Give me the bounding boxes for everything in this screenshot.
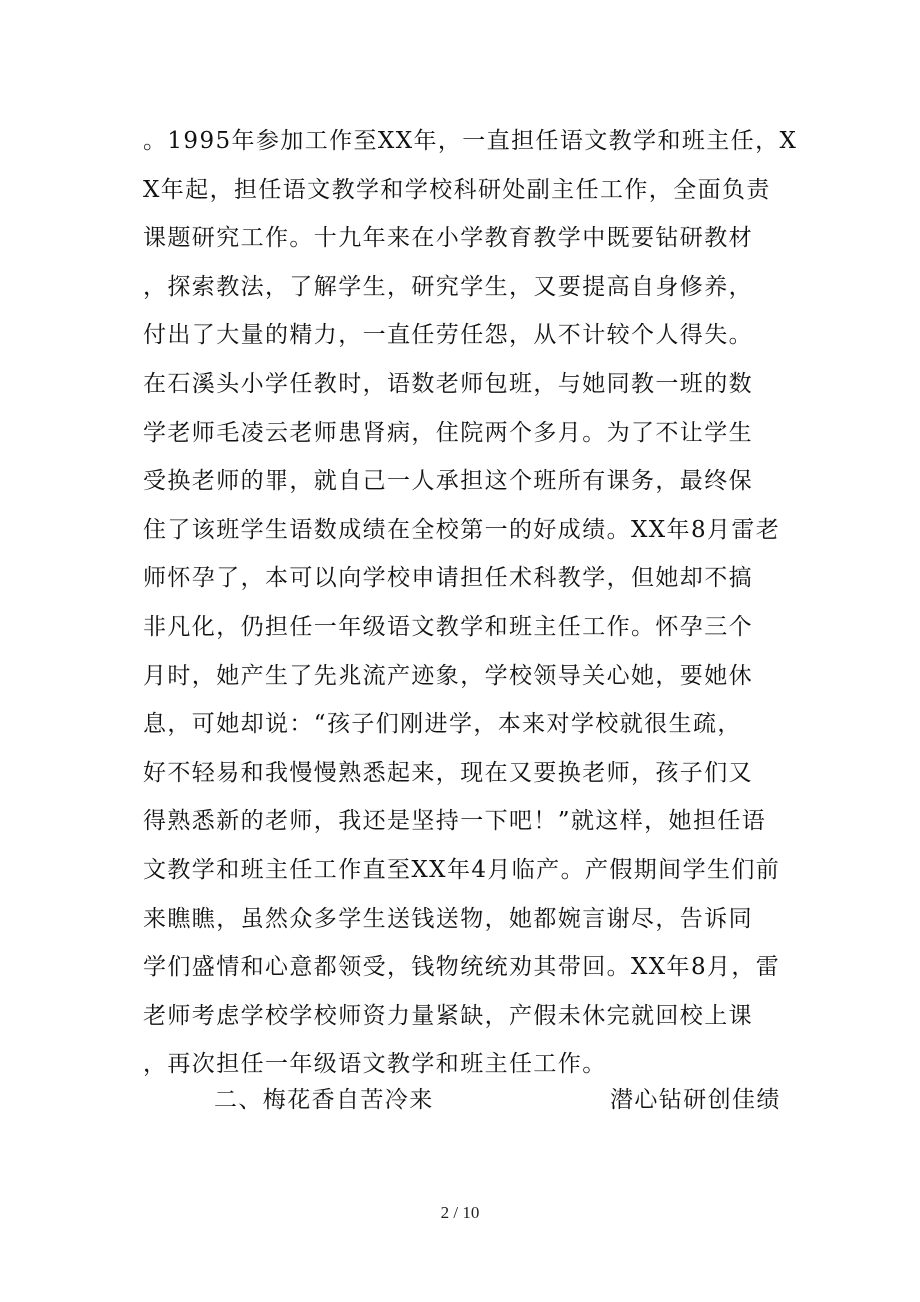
text-line: 月时，她产生了先兆流产迹象，学校领导关心她，要她休 [143, 662, 753, 689]
body-paragraph [143, 117, 798, 1089]
text-line: 在石溪头小学任教时，语数老师包班，与她同教一班的数 [143, 370, 753, 397]
text-line: 得熟悉新的老师，我还是坚持一下吧！”就这样，她担任语 [143, 808, 767, 835]
page-number: 2 / 10 [440, 1203, 480, 1222]
text-line: 住了该班学生语数成绩在全校第一的好成绩。XX年8月雷老 [143, 516, 781, 543]
text-line: 学们盛情和心意都领受，钱物统统劝其带回。XX年8月，雷 [143, 954, 781, 981]
text-line: 老师考虑学校学校师资力量紧缺，产假未休完就回校上课 [143, 1002, 753, 1029]
text-line: 师怀孕了，本可以向学校申请担任术科教学，但她却不搞 [143, 565, 753, 592]
text-line: 好不轻易和我慢慢熟悉起来，现在又要换老师，孩子们又 [143, 759, 753, 786]
section-heading-title: 二、梅花香自苦冷来 [214, 1087, 434, 1113]
text-line: 息，可她却说：“孩子们刚进学，本来对学校就很生疏， [143, 711, 742, 738]
section-heading-subtitle: 潜心钻研创佳绩 [610, 1087, 781, 1113]
text-line: 文教学和班主任工作直至XX年4月临产。产假期间学生们前 [143, 856, 781, 883]
text-line: X年起，担任语文教学和学校科研处副主任工作，全面负责 [143, 176, 771, 203]
text-line: 付出了大量的精力，一直任劳任怨，从不计较个人得失。 [143, 322, 753, 349]
text-line: 课题研究工作。十九年来在小学教育教学中既要钻研教材 [143, 225, 753, 252]
text-line: ，再次担任一年级语文教学和班主任工作。 [143, 1051, 607, 1078]
section-heading [0, 1076, 920, 1124]
text-line: 学老师毛凌云老师患肾病，住院两个多月。为了不让学生 [143, 419, 753, 446]
text-line: ，探索教法，了解学生，研究学生，又要提高自身修养， [143, 273, 753, 300]
text-line: 来瞧瞧，虽然众多学生送钱送物，她都婉言谢尽，告诉同 [143, 905, 753, 932]
text-line: 非凡化，仍担任一年级语文教学和班主任工作。怀孕三个 [143, 613, 753, 640]
text-line: 受换老师的罪，就自己一人承担这个班所有课务，最终保 [143, 468, 753, 495]
text-line: 。1995年参加工作至XX年，一直担任语文教学和班主任，X [143, 128, 798, 154]
